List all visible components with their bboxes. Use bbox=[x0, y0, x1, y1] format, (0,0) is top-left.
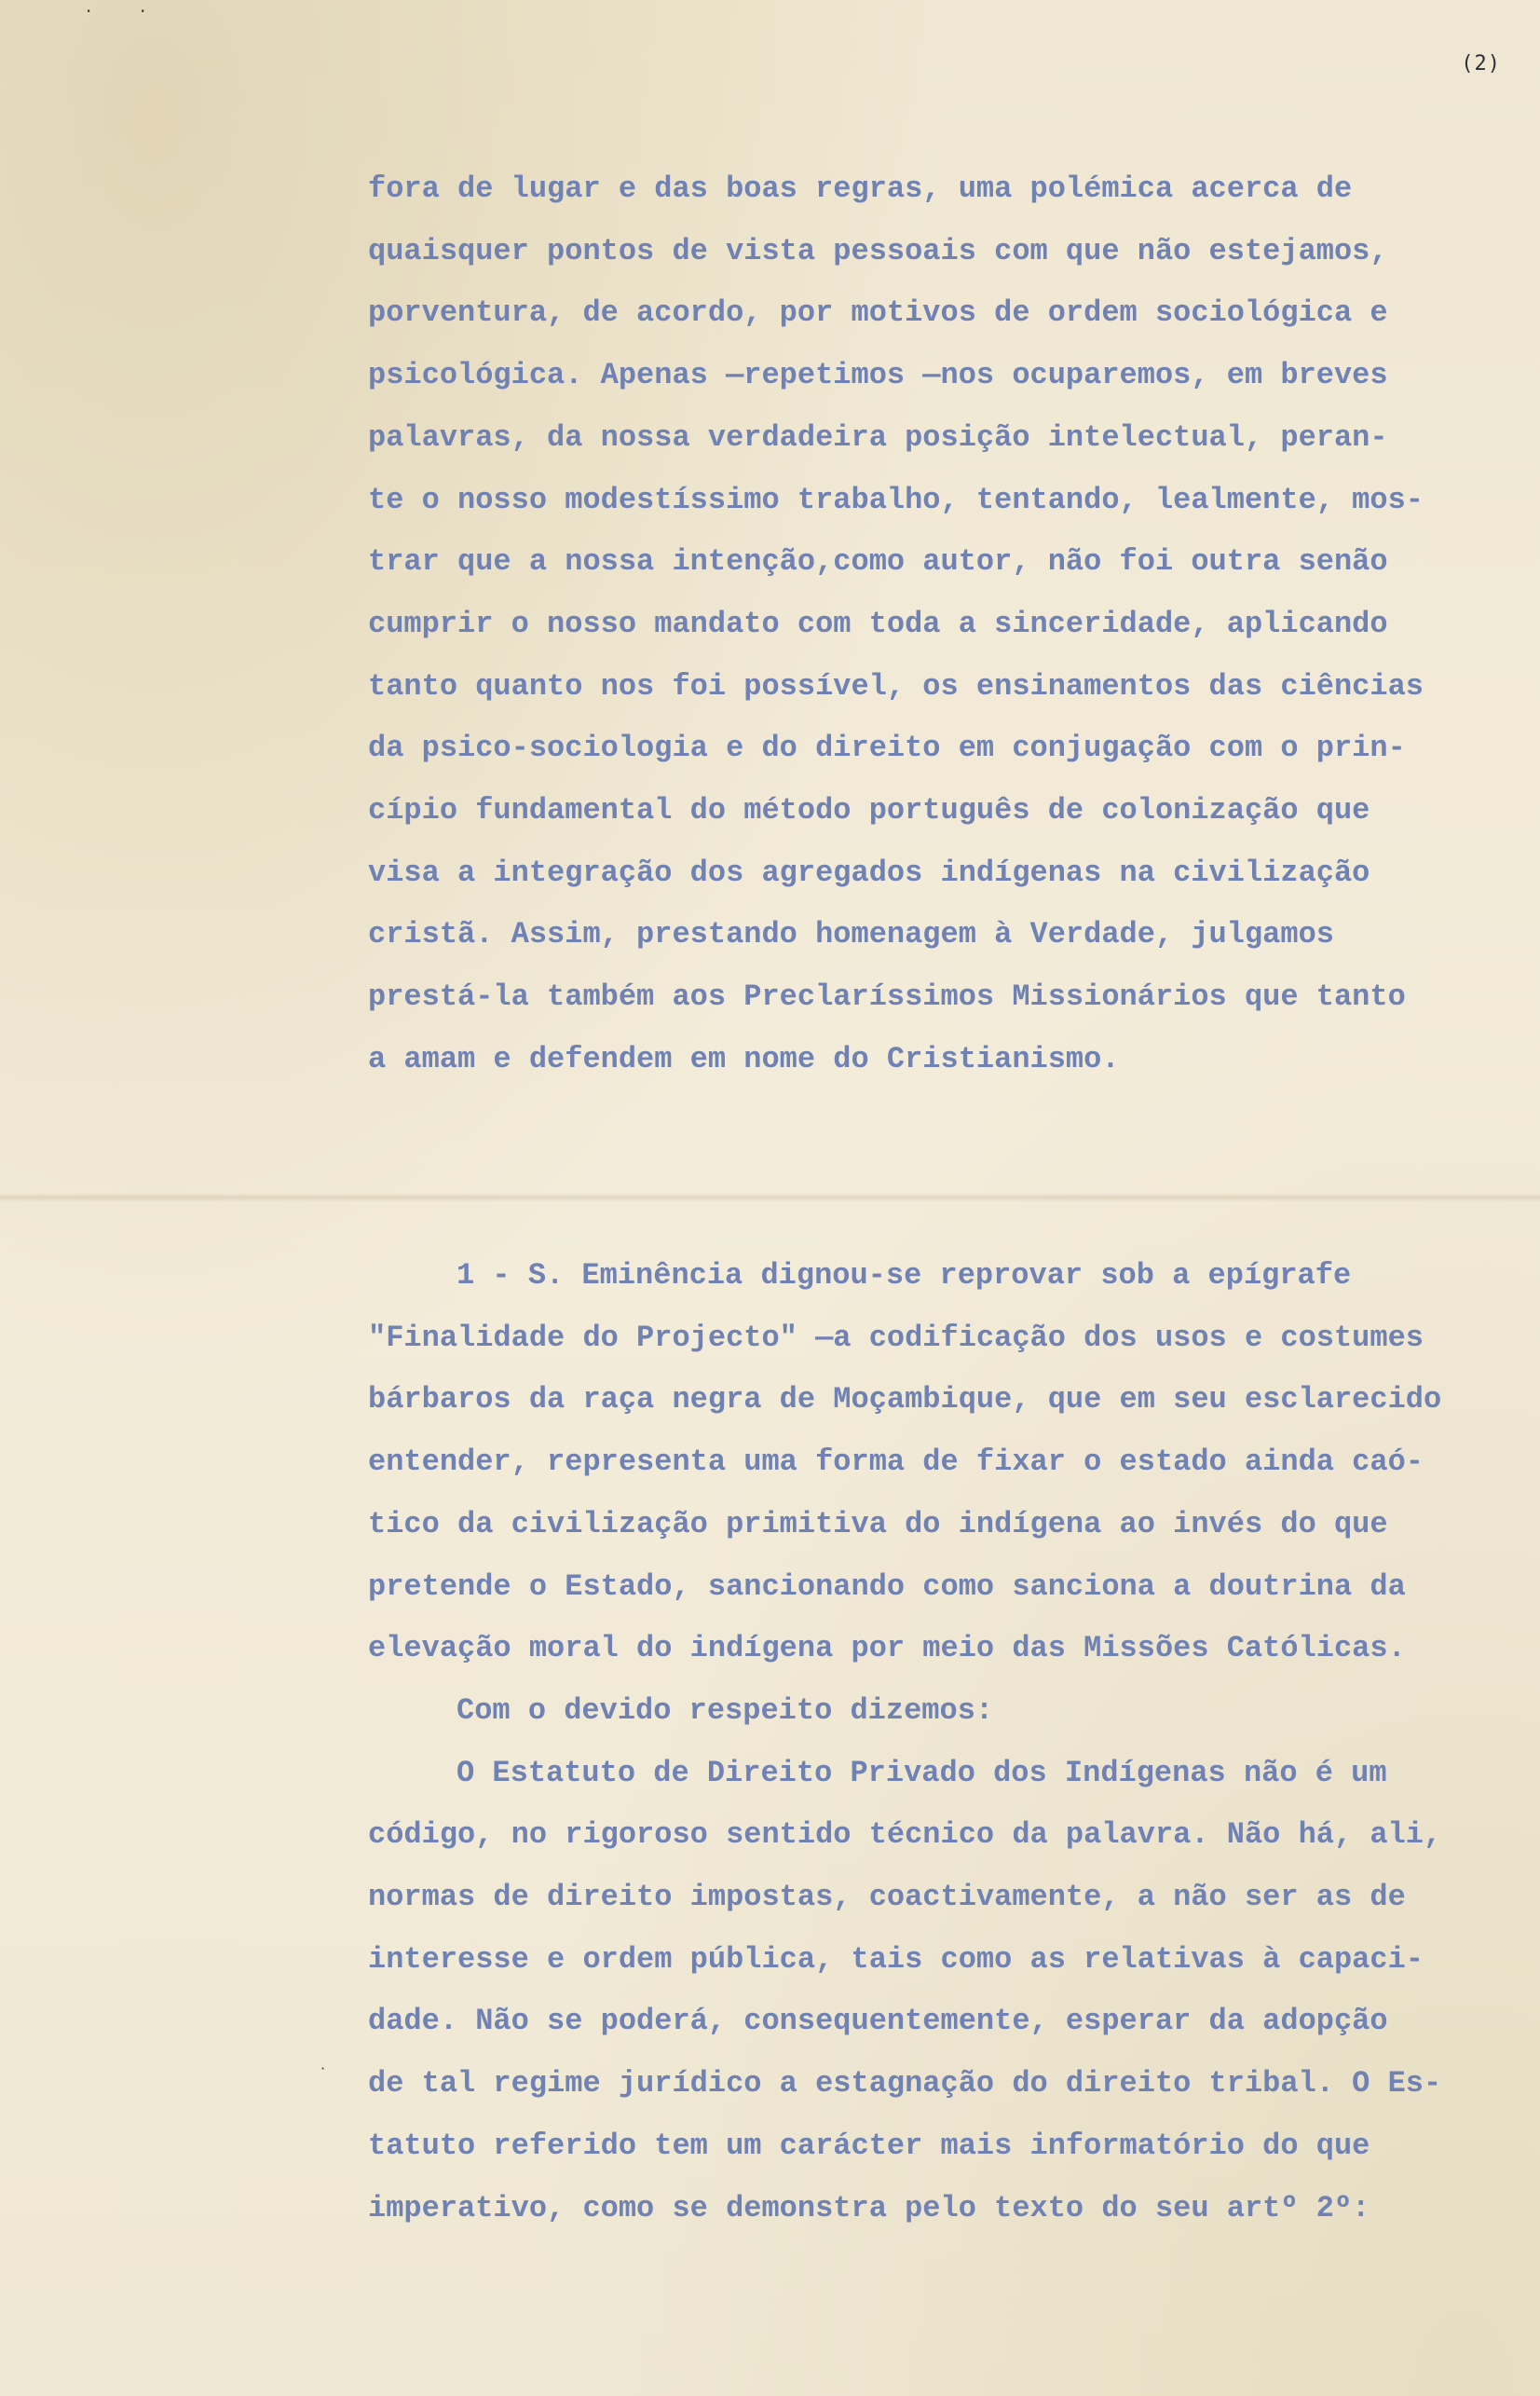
text-line: cumprir o nosso mandato com toda a sinceridade, aplicando bbox=[368, 606, 1388, 641]
text-line: interesse e ordem pública, tais como as relativas à capaci- bbox=[368, 1941, 1424, 1977]
text-line: bárbaros da raça negra de Moçambique, que em seu esclarecido bbox=[368, 1382, 1442, 1417]
paragraph-intro bbox=[368, 158, 1481, 1091]
ink-speck-mark: · bbox=[140, 0, 146, 22]
text-line: psicológica. Apenas —repetimos —nos ocuparemos, em breves bbox=[368, 358, 1388, 393]
paper-fold bbox=[0, 1193, 1540, 1202]
text-line: tico da civilização primitiva do indígena ao invés do que bbox=[368, 1506, 1388, 1541]
text-line: tanto quanto nos foi possível, os ensinamentos das ciências bbox=[368, 668, 1424, 704]
text-line: a amam e defendem em nome do Cristianismo. bbox=[368, 1041, 1120, 1076]
text-line: elevação moral do indígena por meio das Missões Católicas. bbox=[368, 1631, 1406, 1666]
page-number: (2) bbox=[1461, 52, 1501, 75]
text-line: quaisquer pontos de vista pessoais com que não estejamos, bbox=[368, 233, 1388, 268]
text-line: "Finalidade do Projecto" —a codificação dos usos e costumes bbox=[368, 1320, 1424, 1355]
text-line: visa a integração dos agregados indígenas na civilização bbox=[368, 855, 1370, 890]
text-line: pretende o Estado, sancionando como sanciona a doutrina da bbox=[368, 1568, 1406, 1604]
ink-speck-mark: · bbox=[320, 2060, 326, 2077]
section-one bbox=[368, 1245, 1481, 2239]
text-line: porventura, de acordo, por motivos de ordem sociológica e bbox=[368, 295, 1388, 331]
text-line: 1 - S. Eminência dignou-se reprovar sob a epígrafe bbox=[457, 1258, 1352, 1293]
text-line: fora de lugar e das boas regras, uma polémica acerca de bbox=[368, 171, 1353, 206]
text-line: de tal regime jurídico a estagnação do direito tribal. O Es- bbox=[368, 2066, 1442, 2102]
text-line: cípio fundamental do método português de colonização que bbox=[368, 793, 1370, 828]
text-line: Com o devido respeito dizemos: bbox=[457, 1692, 994, 1728]
text-line: cristã. Assim, prestando homenagem à Verdade, julgamos bbox=[368, 917, 1334, 952]
text-line: tatuto referido tem um carácter mais informatório do que bbox=[368, 2128, 1370, 2163]
text-line: O Estatuto de Direito Privado dos Indígenas não é um bbox=[457, 1755, 1387, 1790]
text-line: entender, representa uma forma de fixar o estado ainda caó- bbox=[368, 1444, 1424, 1480]
text-line: trar que a nossa intenção,como autor, não foi outra senão bbox=[368, 544, 1388, 580]
text-line: te o nosso modestíssimo trabalho, tentando, lealmente, mos- bbox=[368, 482, 1424, 517]
text-line: normas de direito impostas, coactivamente, a não ser as de bbox=[368, 1880, 1406, 1915]
text-line: prestá-la também aos Preclaríssimos Missionários que tanto bbox=[368, 979, 1406, 1015]
ink-speck-mark: · bbox=[86, 0, 92, 22]
text-line: dade. Não se poderá, consequentemente, esperar da adopção bbox=[368, 2004, 1388, 2039]
text-line: imperativo, como se demonstra pelo texto do seu artº 2º: bbox=[368, 2190, 1370, 2225]
text-line: palavras, da nossa verdadeira posição intelectual, peran- bbox=[368, 419, 1388, 455]
text-line: código, no rigoroso sentido técnico da palavra. Não há, ali, bbox=[368, 1817, 1442, 1853]
text-line: da psico-sociologia e do direito em conjugação com o prin- bbox=[368, 731, 1406, 766]
